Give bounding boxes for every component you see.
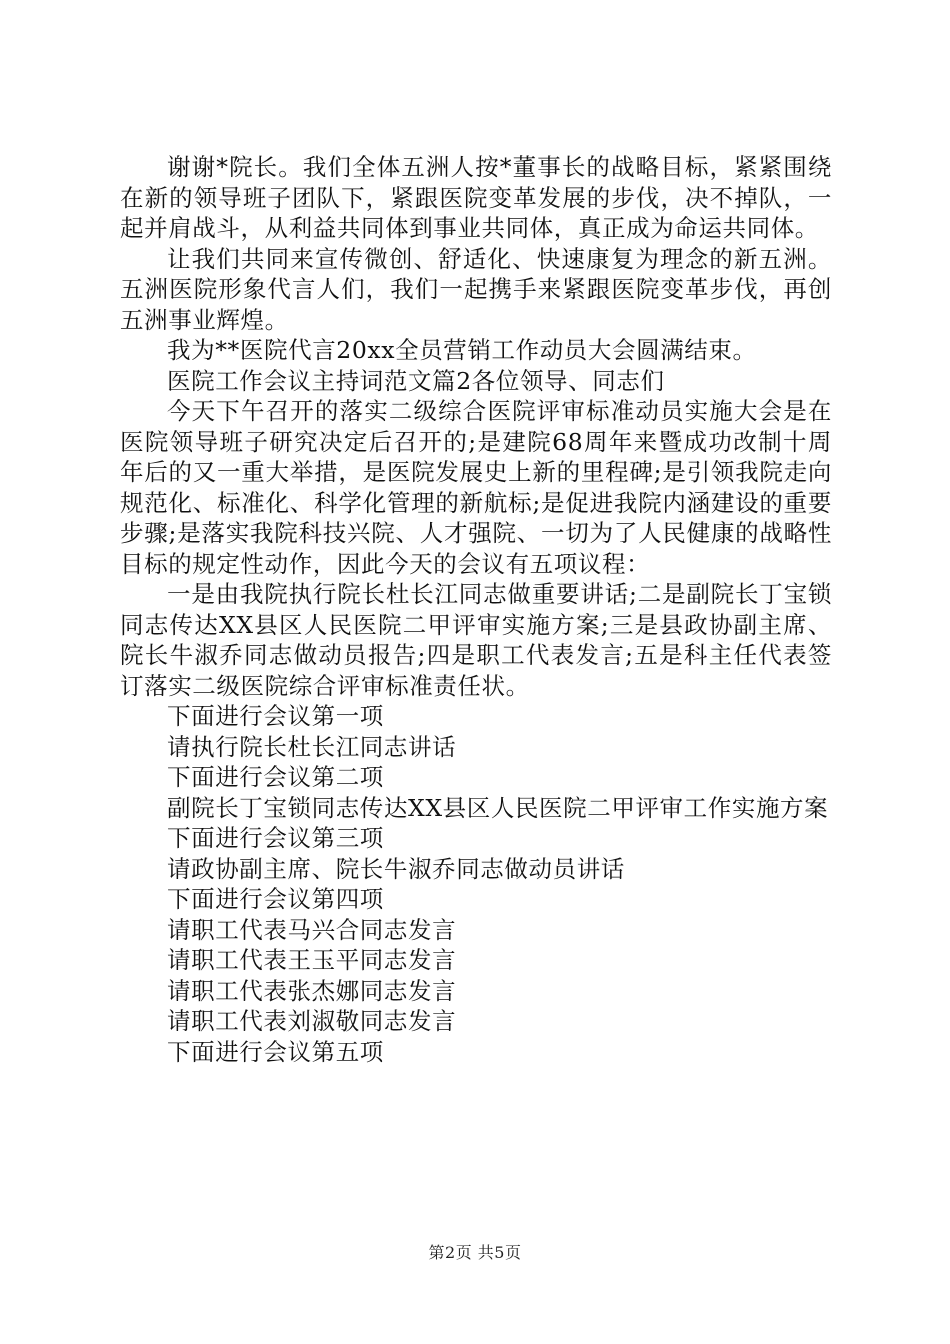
agenda-item: 请职工代表王玉平同志发言 bbox=[167, 946, 457, 974]
agenda-item: 下面进行会议第一项 bbox=[167, 702, 384, 730]
document-body bbox=[120, 152, 832, 1067]
paragraph: 今天下午召开的落实二级综合医院评审标准动员实施大会是在医院领导班子研究决定后召开的;是建院68周年来暨成功改制十周年后的又一重大举措，是医院发展史上新的里程碑;是引领我院走向规范化、标准化、科学化管理的新航标;是促进我院内涵建设的重要步骤;是落实我院科技兴院、人才强院、一切为了人民健康的战略性目标的规定性动作，因此今天的会议有五项议程： bbox=[120, 397, 832, 578]
agenda-item: 请政协副主席、院长牛淑乔同志做动员讲话 bbox=[167, 854, 625, 883]
agenda-item: 下面进行会议第四项 bbox=[167, 885, 384, 913]
paragraph: 我为**医院代言20xx全员营销工作动员大会圆满结束。 bbox=[167, 336, 757, 364]
paragraph: 谢谢*院长。我们全体五洲人按*董事长的战略目标，紧紧围绕在新的领导班子团队下，紧跟医院变革发展的步伐，决不掉队，一起并肩战斗，从利益共同体到事业共同体，真正成为命运共同体。 bbox=[120, 153, 832, 242]
paragraph: 让我们共同来宣传微创、舒适化、快速康复为理念的新五洲。五洲医院形象代言人们，我们一起携手来紧跟医院变革步伐，再创五洲事业辉煌。 bbox=[120, 244, 832, 334]
agenda-item: 请执行院长杜长江同志讲话 bbox=[167, 732, 457, 761]
paragraph: 一是由我院执行院长杜长江同志做重要讲话;二是副院长丁宝锁同志传达XX县区人民医院二甲评审实施方案;三是县政协副主席、院长牛淑乔同志做动员报告;四是职工代表发言;五是科主任代表签订落实二级医院综合评审标准责任状。 bbox=[120, 580, 832, 700]
section-heading: 医院工作会议主持词范文篇2各位领导、同志们 bbox=[167, 366, 665, 395]
agenda-item: 请职工代表张杰娜同志发言 bbox=[167, 976, 457, 1005]
agenda-item: 下面进行会议第五项 bbox=[167, 1037, 384, 1066]
agenda-item: 下面进行会议第二项 bbox=[167, 763, 384, 791]
page-number-footer: 第2页 共5页 bbox=[428, 1243, 522, 1262]
agenda-item: 请职工代表刘淑敬同志发言 bbox=[167, 1007, 457, 1035]
agenda-item: 副院长丁宝锁同志传达XX县区人民医院二甲评审工作实施方案 bbox=[167, 793, 829, 822]
agenda-item: 请职工代表马兴合同志发言 bbox=[167, 915, 457, 944]
agenda-item: 下面进行会议第三项 bbox=[167, 824, 384, 852]
